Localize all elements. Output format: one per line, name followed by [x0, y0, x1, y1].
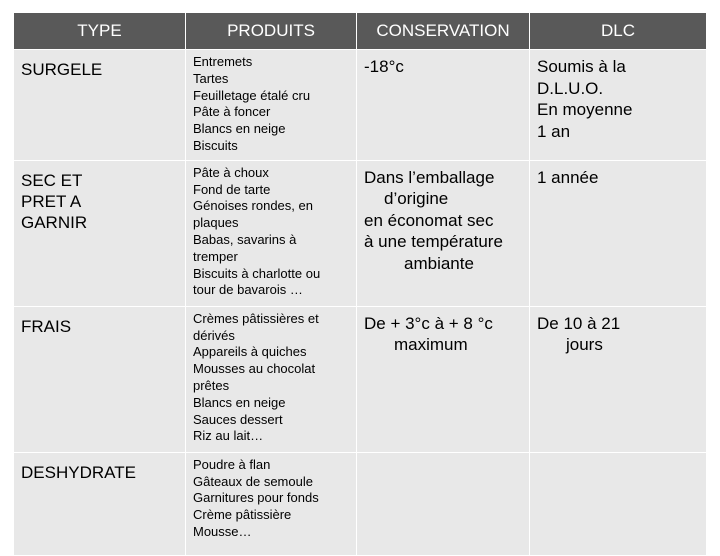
product-item: Génoises rondes, en [193, 198, 313, 214]
product-item: Tartes [193, 70, 229, 86]
product-item: plaques [193, 215, 239, 231]
product-item: Crème pâtissière [193, 507, 292, 523]
header-produits: PRODUITS [186, 13, 357, 50]
dlc-text: Soumis à la [537, 57, 626, 76]
product-item: dérivés [193, 327, 235, 343]
product-item: Biscuits [193, 137, 238, 153]
type-label: FRAIS [21, 316, 72, 336]
conservation-text: ambiante [404, 253, 474, 273]
product-item: Pâte à foncer [193, 104, 271, 120]
product-item: prêtes [193, 377, 230, 393]
cell-dlc [530, 50, 707, 161]
conservation-text: à une température [364, 232, 503, 252]
conservation-text: De + 3°c à + 8 °c [364, 313, 493, 333]
header-row [14, 13, 707, 50]
type-label: PRET A [21, 191, 82, 211]
dlc-text: D.L.U.O. [537, 78, 604, 98]
cell-conservation [357, 306, 530, 452]
cell-conservation [357, 160, 530, 306]
conservation-text: maximum [394, 335, 468, 355]
product-item: Sauces dessert [193, 411, 283, 427]
header-dlc: DLC [530, 13, 707, 50]
table-row-frais [14, 306, 707, 452]
product-item: Mousse… [193, 523, 252, 539]
product-item: Biscuits à charlotte ou [193, 265, 321, 281]
type-label: SURGELE [21, 60, 103, 79]
conservation-text: Dans l’emballage [364, 167, 495, 187]
type-label: DESHYDRATE [21, 462, 136, 482]
dlc-text: En moyenne [537, 100, 633, 119]
product-item: Fond de tarte [193, 181, 271, 197]
cell-produits [186, 306, 357, 452]
cell-produits [186, 160, 357, 306]
conservation-text: en économat sec [364, 210, 494, 230]
dlc-text: jours [566, 335, 603, 355]
product-item: Appareils à quiches [193, 344, 307, 360]
header-conservation: CONSERVATION [357, 13, 530, 50]
product-item: Blancs en neige [193, 121, 286, 137]
product-item: Crèmes pâtissières et [193, 310, 319, 326]
cell-conservation [357, 50, 530, 161]
cell-type [14, 50, 186, 161]
cell-dlc [530, 306, 707, 452]
product-item: Gâteaux de semoule [193, 473, 313, 489]
product-item: Feuilletage étalé cru [193, 87, 311, 103]
product-item: Entremets [193, 54, 253, 69]
type-label: GARNIR [21, 212, 88, 232]
cell-dlc [530, 160, 707, 306]
product-item: Blancs en neige [193, 394, 286, 410]
product-item: Mousses au chocolat [193, 361, 316, 377]
product-item: tour de bavarois … [193, 282, 303, 298]
product-item: Pâte à choux [193, 164, 269, 180]
product-item: Riz au lait… [193, 428, 264, 444]
cell-type [14, 160, 186, 306]
conservation-table [13, 12, 707, 556]
conservation-text: -18°c [364, 57, 404, 76]
cell-produits [186, 50, 357, 161]
product-item: Babas, savarins à [193, 231, 297, 247]
table-row-sec [14, 160, 707, 306]
header-type: TYPE [14, 13, 186, 50]
dlc-text: 1 an [537, 121, 571, 141]
product-item: Garnitures pour fonds [193, 490, 319, 506]
product-item: Poudre à flan [193, 456, 271, 472]
table-row-surgele [14, 50, 707, 161]
cell-type [14, 306, 186, 452]
dlc-text: De 10 à 21 [537, 313, 621, 333]
conservation-text: d’origine [384, 189, 449, 209]
product-item: tremper [193, 248, 238, 264]
type-label: SEC ET [21, 170, 83, 190]
dlc-text: 1 année [537, 167, 599, 187]
